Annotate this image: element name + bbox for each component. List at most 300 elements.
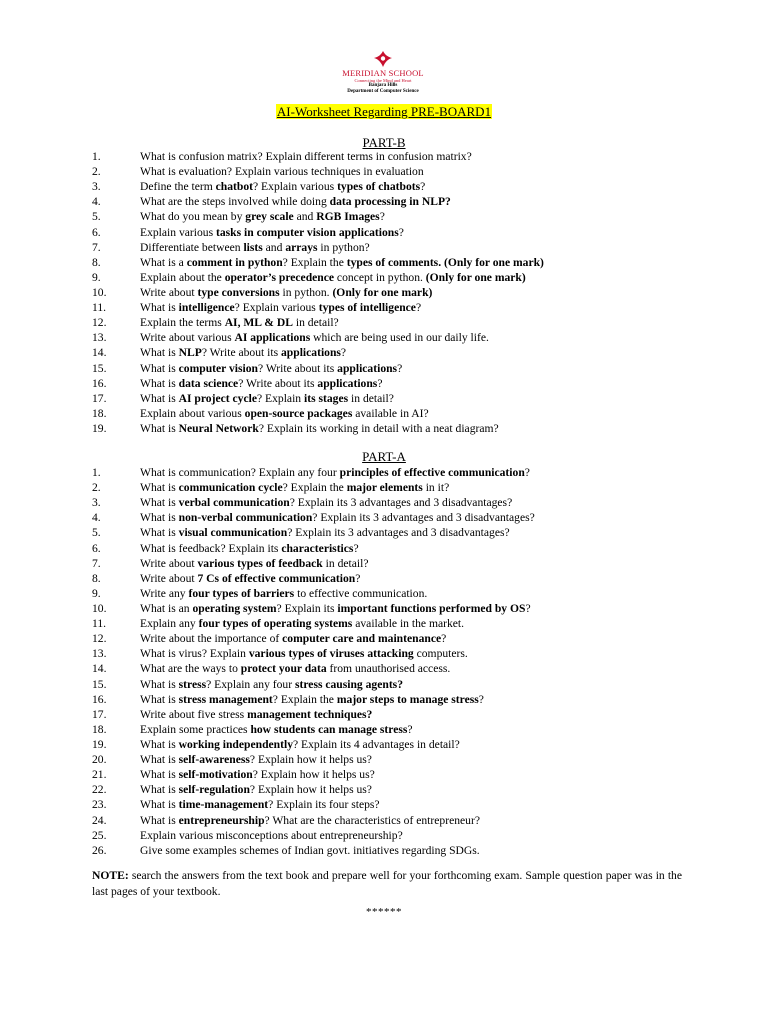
question-text-segment: ? Explain how it helps us? [249,783,372,797]
question-text-segment: Write about [140,571,198,585]
question-item [92,240,712,255]
question-number: 14. [92,346,107,360]
question-keyword: applications [337,361,398,375]
question-number: 10. [92,601,107,615]
question-number: 5. [92,210,101,224]
note-label: NOTE: [92,869,129,882]
question-item [92,391,712,406]
question-number: 12. [92,316,107,330]
question-item [92,330,712,345]
question-item [92,737,712,752]
question-keyword: applications [317,376,378,390]
question-text-segment: ? [407,722,413,736]
question-number: 8. [92,255,101,269]
question-number: 4. [92,195,101,209]
question-text-segment: ? [420,180,426,194]
question-text-segment: ? Explain various [253,180,338,194]
question-keyword: AI, ML & DL [224,316,293,330]
question-number: 8. [92,571,101,585]
question-text-segment: What is [140,376,179,390]
question-text-segment: ? Explain the [282,481,347,495]
question-text [140,194,451,209]
question-text [140,270,526,285]
question-text [140,495,512,510]
question-text-segment: What is [140,481,179,495]
question-item [92,646,712,661]
question-text [140,179,425,194]
logo-emblem-icon [372,50,394,68]
school-location: Banjara Hills [368,83,398,88]
question-keyword: management techniques? [247,707,373,721]
question-text-segment: ? Explain its four steps? [268,798,380,812]
question-text-segment: ? [397,361,403,375]
question-keyword: tasks in computer vision applications [216,225,399,239]
question-text [140,661,450,676]
part-b-heading: PART-B [362,135,406,150]
question-number: 20. [92,753,107,767]
question-keyword: visual communication [178,526,288,540]
question-text [140,209,385,224]
question-item [92,767,712,782]
question-keyword: communication cycle [178,481,283,495]
question-item [92,194,712,209]
question-text [140,421,499,436]
question-text-segment: available in the market. [352,617,465,631]
question-keyword: working independently [178,737,293,751]
question-item [92,813,712,828]
question-keyword: how students can manage stress [250,722,408,736]
question-item [92,616,712,631]
question-text-segment: ? Explain its 3 advantages and 3 disadvantages? [289,496,513,510]
question-number: 7. [92,240,101,254]
question-text-segment: in python. [279,285,333,299]
question-keyword: types of comments. (Only for one mark) [346,255,544,269]
question-text [140,828,403,843]
question-text-segment: ? [379,210,385,224]
question-item [92,255,712,270]
question-text-segment: What is feedback? Explain its [140,541,282,555]
question-text [140,285,432,300]
question-item [92,164,712,179]
question-text-segment: ? What are the characteristics of entrepreneur? [264,813,480,827]
question-number: 18. [92,406,107,420]
question-text-segment: ? Explain its 3 advantages and 3 disadvantages? [312,511,535,525]
question-text-segment: Write about [140,285,198,299]
question-text [140,752,372,767]
question-number: 16. [92,692,107,706]
question-text-segment: What is [140,511,179,525]
question-text-segment: What is [140,692,179,706]
question-text-segment: in detail? [292,316,339,330]
question-text [140,255,544,270]
question-text [140,465,530,480]
question-text-segment: What is [140,421,179,435]
part-a-heading: PART-A [362,449,406,464]
question-number: 1. [92,150,101,163]
question-text-segment: What is confusion matrix? Explain different terms in confusion matrix? [140,150,472,163]
question-item [92,571,712,586]
question-text-segment: in it? [422,481,450,495]
question-text-segment: ? Write about its [257,361,338,375]
question-keyword: self-awareness [178,753,250,767]
question-text-segment: What is [140,526,179,540]
worksheet-title-text: AI-Worksheet Regarding PRE-BOARD1 [276,104,492,119]
question-text [140,391,394,406]
question-text-segment: What is [140,301,179,315]
question-keyword: types of intelligence [318,301,416,315]
question-keyword: grey scale [245,210,294,224]
question-text-segment: Explain some practices [140,722,251,736]
question-number: 9. [92,586,101,600]
question-item [92,495,712,510]
question-item [92,225,712,240]
question-text-segment: What is evaluation? Explain various techniques in evaluation [140,165,424,179]
question-keyword: data science [178,376,239,390]
question-text-segment: What is [140,768,179,782]
note-paragraph [92,868,682,900]
question-keyword: major elements [346,481,423,495]
question-text [140,541,359,556]
question-text [140,480,449,495]
question-number: 22. [92,783,107,797]
question-text-segment: in detail? [348,391,394,405]
question-item [92,480,712,495]
question-text-segment: What is [140,783,179,797]
question-item [92,782,712,797]
question-item [92,510,712,525]
question-keyword: time-management [178,798,269,812]
question-item [92,707,712,722]
end-mark: ****** [366,906,402,918]
question-number: 15. [92,677,107,691]
question-keyword: four types of operating systems [198,617,353,631]
question-text [140,782,372,797]
question-keyword: protect your data [240,662,327,676]
question-text-segment: ? Write about its [238,376,318,390]
question-text-segment: ? [340,346,347,360]
question-item [92,601,712,616]
question-keyword: AI applications [234,331,311,345]
question-text-segment: Explain various misconceptions about entrepreneurship? [140,828,403,842]
question-item [92,315,712,330]
question-text-segment: Write about various [140,331,235,345]
question-item [92,421,712,436]
worksheet-title [0,104,768,119]
question-keyword: characteristics [281,541,354,555]
question-text-segment: ? Explain its [276,601,338,615]
question-text-segment: What is [140,496,179,510]
question-item [92,376,712,391]
question-number: 3. [92,180,101,194]
note-text: search the answers from the text book and prepare well for your forthcoming exam. Sample question paper was in the last pages of your textbook. [92,869,682,898]
question-keyword: stress management [178,692,273,706]
question-text-segment: and [293,210,317,224]
question-text [140,406,429,421]
question-text [140,616,464,631]
question-text-segment: What is an [140,601,193,615]
question-text-segment: What is [140,798,179,812]
question-number: 26. [92,843,107,857]
question-text [140,510,535,525]
question-text [140,586,427,601]
question-number: 1. [92,466,101,479]
question-number: 3. [92,496,101,510]
question-keyword: principles of effective communication [339,466,525,479]
question-number: 13. [92,331,107,345]
question-text-segment: Write about five stress [140,707,248,721]
question-item [92,406,712,421]
question-keyword: various types of viruses attacking [248,647,414,661]
question-keyword: self-regulation [178,783,250,797]
question-text [140,707,372,722]
question-keyword: stress [178,677,207,691]
question-keyword: operating system [192,601,277,615]
question-text [140,361,402,376]
question-text [140,525,510,540]
part-b-question-list [92,149,712,436]
question-item [92,661,712,676]
question-text [140,556,368,571]
question-keyword: data processing in NLP? [329,195,451,209]
question-number: 5. [92,526,101,540]
question-keyword: non-verbal communication [178,511,313,525]
question-text [140,722,413,737]
question-number: 21. [92,768,107,782]
question-number: 7. [92,556,101,570]
question-keyword: (Only for one mark) [425,270,526,284]
question-keyword: its stages [304,391,349,405]
question-number: 11. [92,301,107,315]
question-number: 2. [92,165,101,179]
question-text-segment: What is a [140,255,187,269]
question-text-segment: which are being used in our daily life. [310,331,489,345]
question-number: 6. [92,225,101,239]
question-number: 13. [92,647,107,661]
question-text [140,164,424,179]
question-item [92,586,712,601]
question-number: 16. [92,376,107,390]
question-keyword: AI project cycle [178,391,257,405]
question-text-segment: Define the term [140,180,216,194]
question-text-segment: ? [353,541,359,555]
school-tagline: Connecting the Mind and Heart [354,78,412,83]
question-item [92,285,712,300]
question-text-segment: ? Explain its working in detail with a neat diagram? [258,421,499,435]
question-number: 23. [92,798,107,812]
question-text-segment: What are the steps involved while doing [140,195,330,209]
question-number: 18. [92,722,107,736]
question-keyword: (Only for one mark) [332,285,433,299]
question-text-segment: from unauthorised access. [326,662,451,676]
question-keyword: computer care and maintenance [282,632,442,646]
question-keyword: open-source packages [244,406,353,420]
question-number: 24. [92,813,107,827]
question-text [140,677,403,692]
question-number: 19. [92,421,107,435]
question-text-segment: ? Explain various [234,301,319,315]
question-keyword: stress causing agents? [294,677,403,691]
question-keyword: types of chatbots [337,180,421,194]
question-number: 17. [92,391,107,405]
question-text-segment: available in AI? [352,406,429,420]
question-text [140,240,370,255]
question-text-segment: Explain about the [140,270,225,284]
question-item [92,149,712,164]
question-text-segment: What is [140,391,179,405]
question-keyword: type conversions [197,285,280,299]
question-text [140,843,480,858]
question-item [92,541,712,556]
question-number: 15. [92,361,107,375]
question-text-segment: to effective communication. [294,586,428,600]
question-number: 9. [92,270,101,284]
question-item [92,345,712,360]
question-text-segment: ? Explain its 3 advantages and 3 disadvantages? [287,526,510,540]
question-number: 10. [92,285,107,299]
question-item [92,677,712,692]
question-text-segment: Explain the terms [140,316,225,330]
question-item [92,843,712,858]
question-keyword: chatbot [215,180,254,194]
question-text-segment: ? [398,225,404,239]
question-text-segment: in detail? [322,556,369,570]
department-name: Department of Computer Science [347,89,419,94]
question-text [140,571,360,586]
question-text-segment: Write any [140,586,189,600]
question-text [140,692,484,707]
question-keyword: 7 Cs of effective communication [197,571,356,585]
question-text [140,376,382,391]
question-number: 19. [92,737,107,751]
question-number: 14. [92,662,107,676]
school-logo [333,50,433,95]
question-text-segment: Write about the importance of [140,632,283,646]
question-keyword: four types of barriers [188,586,295,600]
question-number: 25. [92,828,107,842]
question-text-segment: Explain various [140,225,216,239]
question-item [92,752,712,767]
question-number: 12. [92,632,107,646]
question-text-segment: What is [140,361,179,375]
question-text-segment: What is [140,737,179,751]
question-text-segment: What is [140,813,179,827]
question-text [140,315,339,330]
question-text-segment: ? Write about its [201,346,281,360]
question-number: 17. [92,707,107,721]
question-item [92,465,712,480]
question-number: 6. [92,541,101,555]
question-text [140,737,460,752]
question-item [92,525,712,540]
question-text-segment: Give some examples schemes of Indian govt. initiatives regarding SDGs. [140,843,480,857]
question-keyword: verbal communication [178,496,290,510]
question-text-segment: concept in python. [334,270,426,284]
question-keyword: applications [281,346,341,360]
question-text [140,330,489,345]
question-keyword: RGB Images [316,210,380,224]
question-text-segment: Differentiate between [140,240,244,254]
part-a-question-list [92,465,712,858]
question-keyword: important functions performed by OS [337,601,526,615]
question-keyword: lists [243,240,263,254]
question-text [140,797,380,812]
question-text-segment: in python? [317,240,370,254]
question-text-segment: and [262,240,286,254]
question-text-segment: What do you mean by [140,210,246,224]
question-text-segment: What is [140,677,179,691]
question-text-segment: ? Explain the [282,255,347,269]
question-item [92,631,712,646]
question-text-segment: ? [441,632,447,646]
question-text-segment: ? Explain the [272,692,337,706]
question-text [140,345,346,360]
question-keyword: computer vision [178,361,258,375]
question-text-segment: What are the ways to [140,662,241,676]
question-item [92,270,712,285]
question-text [140,225,404,240]
question-text-segment: Explain about various [140,406,245,420]
question-keyword: entrepreneurship [178,813,265,827]
question-item [92,361,712,376]
question-text-segment: What is communication? Explain any four [140,466,340,479]
question-text-segment: What is [140,346,179,360]
question-item [92,556,712,571]
question-item [92,828,712,843]
question-text-segment: ? Explain any four [206,677,295,691]
question-text [140,646,468,661]
question-text-segment: Explain any [140,617,199,631]
question-keyword: operator’s precedence [224,270,335,284]
question-text-segment: ? Explain its 4 advantages in detail? [293,737,460,751]
question-number: 4. [92,511,101,525]
question-item [92,722,712,737]
question-text-segment: ? [377,376,383,390]
question-item [92,209,712,224]
question-keyword: comment in python [186,255,283,269]
question-item [92,300,712,315]
question-text [140,149,472,164]
question-text-segment: ? [525,601,531,615]
question-item [92,692,712,707]
question-text-segment: ? Explain how it helps us? [249,753,372,767]
question-text-segment: ? [524,466,530,479]
question-number: 2. [92,481,101,495]
question-text-segment: Write about [140,556,198,570]
question-text-segment: ? Explain [256,391,304,405]
question-text-segment: ? Explain how it helps us? [252,768,375,782]
question-keyword: self-motivation [178,768,253,782]
question-number: 11. [92,617,107,631]
question-text-segment: ? [478,692,484,706]
question-text-segment: What is [140,753,179,767]
question-text-segment: What is virus? Explain [140,647,249,661]
question-keyword: arrays [285,240,318,254]
question-text-segment: ? [415,301,422,315]
question-keyword: major steps to manage stress [336,692,479,706]
question-keyword: intelligence [178,301,235,315]
question-text-segment: computers. [413,647,468,661]
question-text [140,631,446,646]
question-text [140,601,531,616]
question-item [92,797,712,812]
school-name: MERIDIAN SCHOOL [342,68,424,78]
question-text [140,767,375,782]
question-text-segment: ? [355,571,361,585]
question-keyword: NLP [178,346,202,360]
question-text [140,300,421,315]
question-text [140,813,480,828]
question-item [92,179,712,194]
